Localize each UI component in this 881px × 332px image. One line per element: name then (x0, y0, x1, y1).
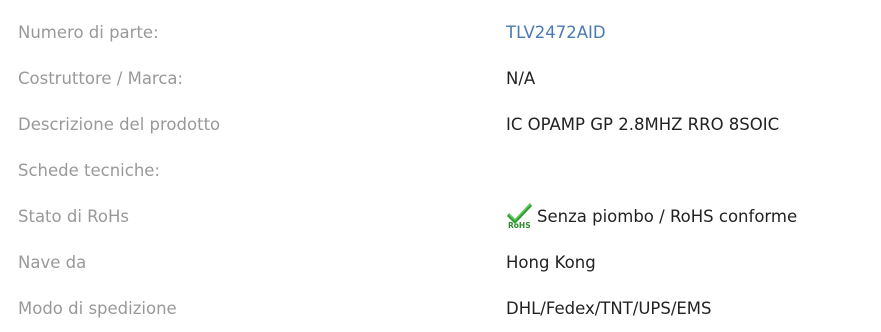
datasheets-label: Schede tecniche: (18, 161, 160, 180)
description-label: Descrizione del prodotto (18, 115, 221, 134)
spec-row-rohs (0, 194, 881, 240)
spec-row-ship-from (0, 240, 881, 286)
ship-from-label: Nave da (18, 253, 87, 272)
rohs-status-value: Senza piombo / RoHS conforme (537, 207, 798, 226)
spec-row-shipping-method (0, 286, 881, 332)
rohs-check-icon (506, 201, 534, 229)
manufacturer-label: Costruttore / Marca: (18, 69, 184, 88)
rohs-status-label: Stato di RoHs (18, 207, 129, 226)
manufacturer-value: N/A (506, 69, 536, 88)
description-value: IC OPAMP GP 2.8MHZ RRO 8SOIC (506, 115, 780, 134)
shipping-method-value: DHL/Fedex/TNT/UPS/EMS (506, 299, 712, 318)
rohs-status-value-wrap (506, 194, 797, 240)
spec-row-datasheets (0, 148, 881, 194)
part-number-link[interactable]: TLV2472AID (506, 23, 606, 42)
part-number-label: Numero di parte: (18, 23, 159, 42)
ship-from-value: Hong Kong (506, 253, 596, 272)
spec-row-description (0, 102, 881, 148)
spec-row-manufacturer (0, 56, 881, 102)
spec-row-part-number (0, 10, 881, 56)
svg-text:RoHS: RoHS (508, 221, 531, 229)
shipping-method-label: Modo di spedizione (18, 299, 177, 318)
